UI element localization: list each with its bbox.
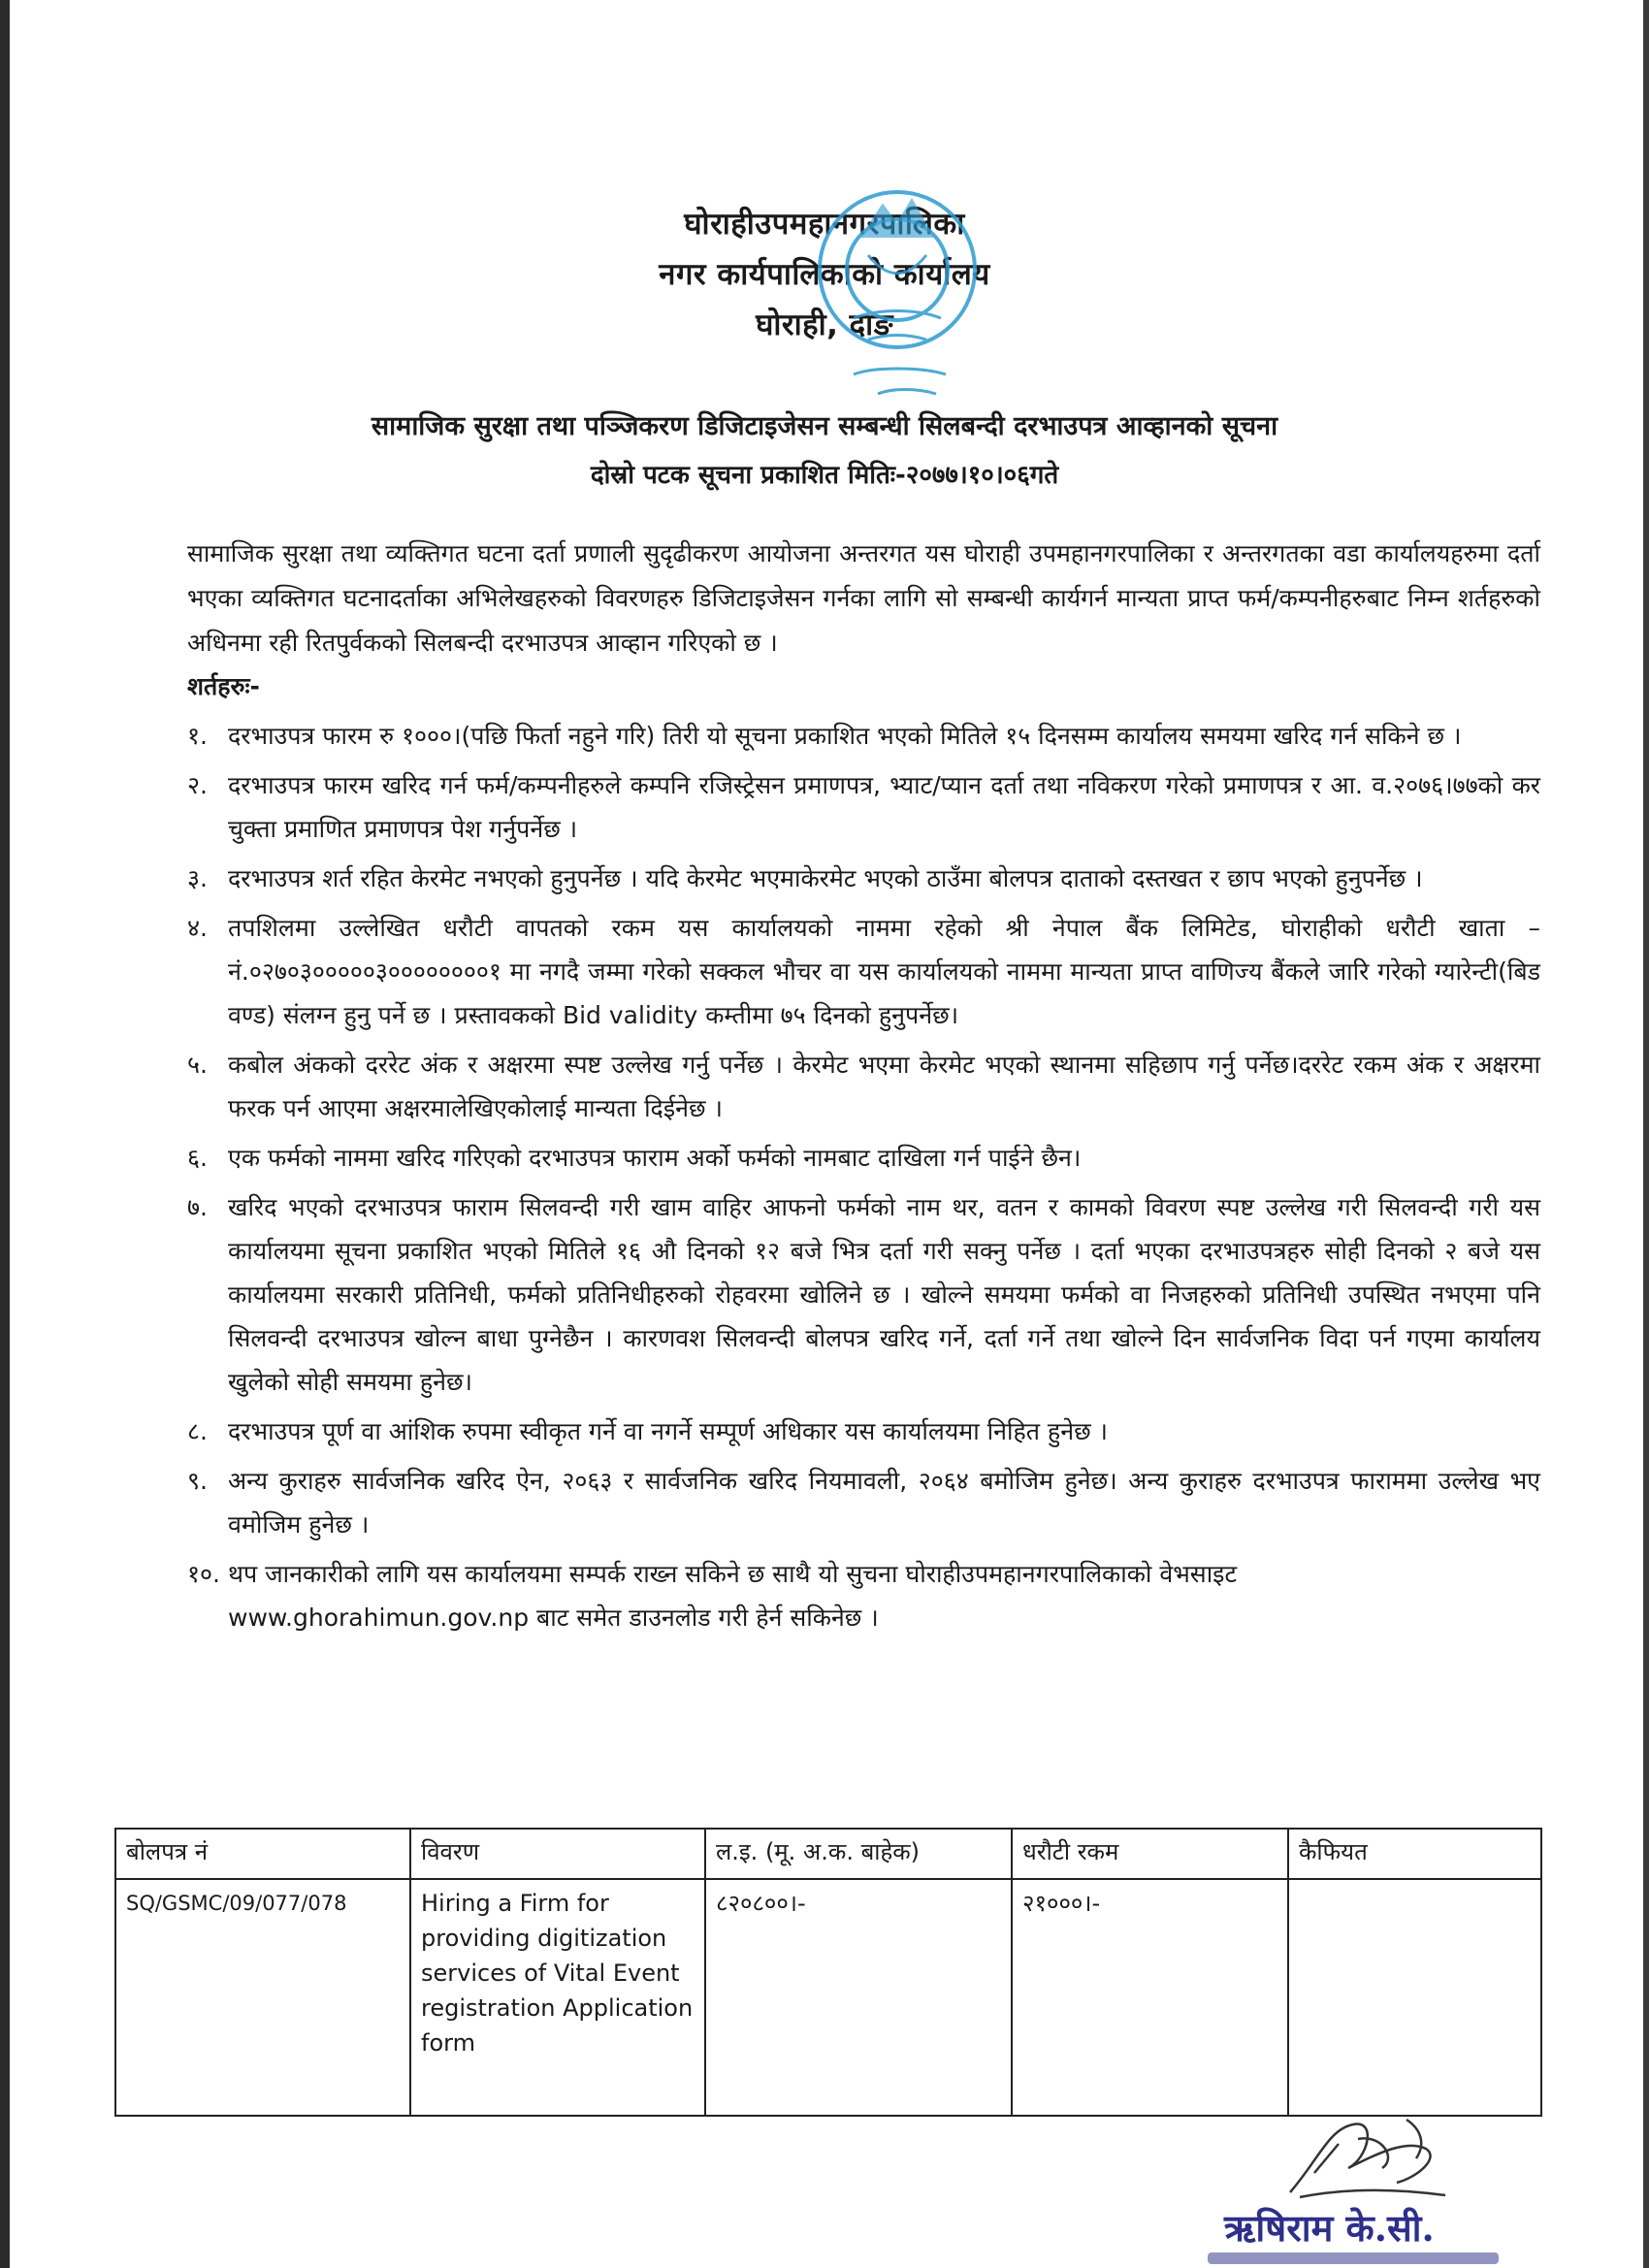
- condition-item: [187, 906, 1540, 1037]
- condition-text: अन्य कुराहरु सार्वजनिक खरिद ऐन, २०६३ र सार्वजनिक खरिद नियमावली, २०६४ बमोजिम हुनेछ। अन्य कुराहरु दरभाउपत्र फाराममा उल्लेख भए वमोजिम हुनेछ ।: [228, 1467, 1540, 1539]
- website-link-line: www.ghorahimun.gov.np बाट समेत डाउनलोड गरी हेर्न सकिनेछ ।: [228, 1604, 879, 1632]
- condition-item: [187, 1459, 1540, 1546]
- conditions-heading: शर्तहरुः-: [187, 672, 260, 700]
- condition-text: [228, 1552, 1540, 1639]
- notice-subtitle: दोस्रो पटक सूचना प्रकाशित मितिः-२०७७।१०।०६गते: [590, 461, 1059, 490]
- condition-item: [187, 1552, 1540, 1639]
- intro-paragraph: सामाजिक सुरक्षा तथा व्यक्तिगत घटना दर्ता प्रणाली सुदृढीकरण आयोजना अन्तरगत यस घोराही उपमहानगरपालिका र अन्तरगतका वडा कार्यालयहरुमा दर्ता भएका व्यक्तिगत घटनादर्ताका अभिलेखहरुको विवरणहरु डिजिटाइजेसन गर्नका लागि सो सम्बन्धी कार्यगर्न मान्यता प्राप्त फर्म/कम्पनीहरुबाट निम्न शर्तहरुको अधिनमा रही रितपुर्वकको सिलबन्दी दरभाउपत्र आव्हान गरिएको छ ।: [187, 539, 1540, 657]
- condition-number: १.: [187, 722, 208, 750]
- cell-cost-estimate: ८२०८००।-: [705, 1879, 1012, 2116]
- condition-text: तपशिलमा उल्लेखित धरौटी वापतको रकम यस कार्यालयको नाममा रहेको श्री नेपाल बैंक लिमिटेड, घोराहीको धरौटी खाता – नं.०२७०३०००००३००००००००१ मा नगदै जम्मा गरेको सक्कल भौचर वा यस कार्यालयको नाममा मान्यता प्राप्त वाणिज्य बैंकले जारि गरेको ग्यारेन्टी(बिड वण्ड) संलग्न हुनु पर्ने छ । प्रस्तावकको Bid validity कम्तीमा ७५ दिनको हुनुपर्नेछ।: [228, 914, 1540, 1029]
- cell-description: Hiring a Firm for providing digitization services of Vital Event registration Application form: [410, 1879, 705, 2116]
- cell-deposit-amount: २१०००।-: [1012, 1879, 1288, 2116]
- office-location: घोराही, दाङ: [756, 308, 893, 342]
- office-seal-stamp: [810, 163, 985, 415]
- condition-number: २.: [187, 771, 208, 799]
- table-header-row: [115, 1829, 1541, 1879]
- notice-title: सामाजिक सुरक्षा तथा पञ्जिकरण डिजिटाइजेसन सम्बन्धी सिलबन्दी दरभाउपत्र आव्हानको सूचना: [371, 411, 1278, 441]
- condition-number: ६.: [187, 1144, 208, 1172]
- condition-number: ३.: [187, 864, 208, 892]
- condition-text: खरिद भएको दरभाउपत्र फाराम सिलवन्दी गरी खाम वाहिर आफनो फर्मको नाम थर, वतन र कामको विवरण स्पष्ट उल्लेख गरी सिलवन्दी गरी यस कार्यालयमा सूचना प्रकाशित भएको मितिले १६ औ दिनको १२ बजे भित्र दर्ता गरी सक्नु पर्नेछ । दर्ता भएका दरभाउपत्रहरु सोही दिनको २ बजे यस कार्यालयमा सरकारी प्रतिनिधी, फर्मको प्रतिनिधीहरुको रोहवरमा खोलिने छ । खोल्ने समयमा फर्मको वा निजहरुको प्रतिनिधी उपस्थित नभएमा पनि सिलवन्दी दरभाउपत्र खोल्न बाधा पुग्नेछैन । कारणवश सिलवन्दी बोलपत्र खरिद गर्ने, दर्ता गर्ने तथा खोल्ने दिन सार्वजनिक विदा पर्न गएमा कार्यालय खुलेको सोही समयमा हुनेछ।: [228, 1193, 1540, 1396]
- condition-number: ९.: [187, 1467, 208, 1495]
- condition-item: [187, 1136, 1540, 1180]
- cell-remarks: [1288, 1879, 1541, 2116]
- condition-number: ४.: [187, 914, 208, 942]
- condition-text: दरभाउपत्र फारम खरिद गर्न फर्म/कम्पनीहरुले कम्पनि रजिस्ट्रेसन प्रमाणपत्र, भ्याट/प्यान दर्ता तथा नविकरण गरेको प्रमाणपत्र र आ. व.२०७६।७७को कर चुक्ता प्रमाणित प्रमाणपत्र पेश गर्नुपर्नेछ ।: [228, 771, 1540, 843]
- condition-text: दरभाउपत्र शर्त रहित केरमेट नभएको हुनुपर्नेछ । यदि केरमेट भएमाकेरमेट भएको ठाउँमा बोलपत्र दाताको दस्तखत र छाप भएको हुनुपर्नेछ ।: [228, 864, 1423, 892]
- table-row: [115, 1879, 1541, 2116]
- header-deposit-amount: धरौटी रकम: [1012, 1829, 1288, 1879]
- condition-number: १०.: [187, 1560, 220, 1588]
- header-bid-number: बोलपत्र नं: [115, 1829, 410, 1879]
- office-name: नगर कार्यपालिकाको कार्यालय: [659, 257, 990, 292]
- condition-item: [187, 763, 1540, 851]
- condition-text-main: थप जानकारीको लागि यस कार्यालयमा सम्पर्क राख्न सकिने छ साथै यो सुचना घोराहीउपमहानगरपालिकाको वेभसाइट: [228, 1560, 1238, 1588]
- condition-text: दरभाउपत्र फारम रु १०००।(पछि फिर्ता नहुने गरि) तिरी यो सूचना प्रकाशित भएको मितिले १५ दिनसम्म कार्यालय समयमा खरिद गर्न सकिने छ ।: [228, 722, 1462, 750]
- cell-bid-number: SQ/GSMC/09/077/078: [115, 1879, 410, 2116]
- condition-number: ७.: [187, 1193, 208, 1221]
- condition-text: कबोल अंकको दररेट अंक र अक्षरमा स्पष्ट उल्लेख गर्नु पर्नेछ । केरमेट भएमा केरमेट भएको स्थानमा सहिछाप गर्नु पर्नेछ।दररेट रकम अंक र अक्षरमा फरक पर्न आएमा अक्षरमालेखिएकोलाई मान्यता दिईनेछ ।: [228, 1051, 1540, 1122]
- notice-body: [187, 532, 1540, 1639]
- condition-item: [187, 1409, 1540, 1453]
- designation-stamp-partial: [1208, 2252, 1499, 2264]
- condition-number: ८.: [187, 1417, 208, 1445]
- tender-table: [114, 1828, 1542, 2117]
- org-name: घोराहीउपमहानगरपालिका: [684, 207, 965, 242]
- condition-item: [187, 1185, 1540, 1404]
- header-remarks: कैफियत: [1288, 1829, 1541, 1879]
- notice-title-block: [0, 403, 1649, 500]
- condition-text: एक फर्मको नाममा खरिद गरिएको दरभाउपत्र फाराम अर्को फर्मको नामबाट दाखिला गर्न पाईने छैन।: [228, 1144, 1082, 1172]
- condition-item: [187, 1043, 1540, 1130]
- handwritten-signature: [1261, 2100, 1474, 2217]
- signatory-name: ऋषिराम के.सी.: [1224, 2206, 1435, 2250]
- header-description: विवरण: [410, 1829, 705, 1879]
- condition-item: [187, 714, 1540, 758]
- condition-text: दरभाउपत्र पूर्ण वा आंशिक रुपमा स्वीकृत गर्ने वा नगर्ने सम्पूर्ण अधिकार यस कार्यालयमा निहित हुनेछ ।: [228, 1417, 1109, 1445]
- condition-number: ५.: [187, 1051, 208, 1079]
- condition-item: [187, 857, 1540, 900]
- header-cost-estimate: ल.इ. (मू. अ.क. बाहेक): [705, 1829, 1012, 1879]
